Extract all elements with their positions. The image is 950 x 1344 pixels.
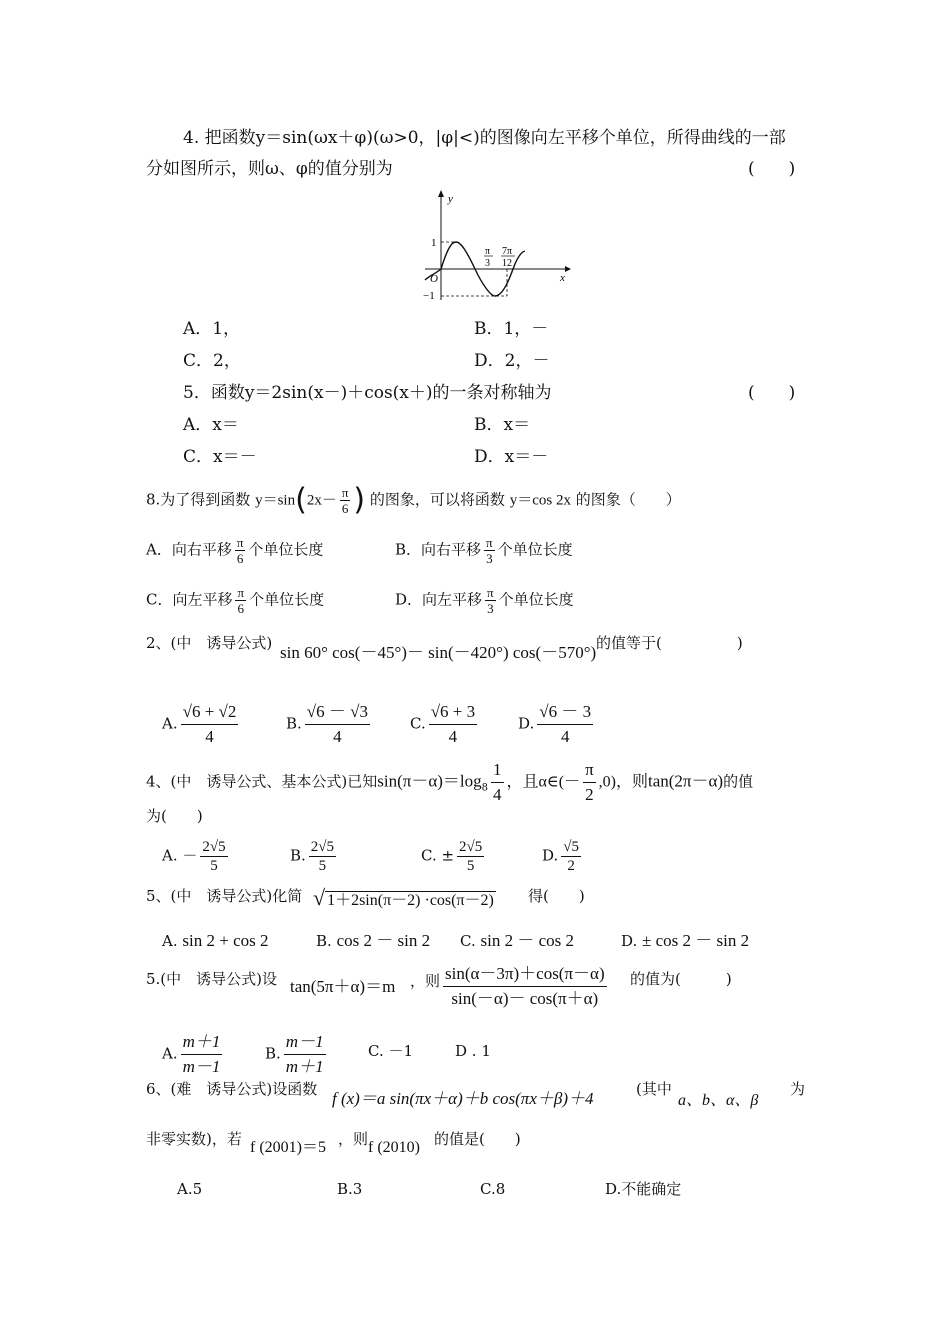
q2-option-c: C. $\frac{√6 + 3}{4}$	[410, 702, 476, 746]
q6-line2-c: 的值是( )	[434, 1130, 521, 1148]
q5b-option-d: D. ± cos 2 － sin 2	[621, 931, 750, 950]
q6-paren-open: (其中	[636, 1080, 672, 1098]
q4a-option-d: D．2，－	[474, 351, 550, 371]
q6-target: f (2010)	[368, 1139, 420, 1156]
q6-line2-b: ，则	[338, 1130, 369, 1148]
q5a-option-a: A．x＝	[183, 415, 239, 435]
q6-wei: 为	[790, 1080, 806, 1098]
q5a-stem: 5．函数y＝2sin(x－)＋cos(x＋)的一条对称轴为	[183, 383, 552, 403]
q6-option-d: D.不能确定	[605, 1180, 682, 1198]
q4a-option-c: C．2，	[183, 351, 241, 371]
q6-option-c: C.8	[480, 1180, 506, 1198]
q2-expression: sin 60° cos(－45°)－ sin(－420°) cos(－570°)	[280, 643, 597, 662]
q2-option-a: A. $\frac{√6 + √2}{4}$	[162, 702, 237, 746]
graph-pi-label: π	[485, 246, 491, 257]
q5b-stem-post: 得( )	[528, 887, 585, 905]
q6-option-b: B.3	[337, 1180, 363, 1198]
q5c-stem-pre: 5.(中 诱导公式)设	[146, 970, 278, 988]
q5c-fraction: $\frac{\sin(\alpha-3\pi)+\cos(\pi-\alpha)}{\sin(-\alpha)- \cos(\pi+\alpha)}$	[445, 964, 605, 1008]
y-arrow-icon	[438, 190, 444, 197]
q4b-option-b: B. $\frac{2√5}{5}$	[290, 839, 335, 874]
q5b-option-c: C. sin 2 － cos 2	[460, 931, 574, 950]
graph-y-label: y	[448, 193, 453, 205]
q2-stem-post: 的值等于( )	[596, 634, 743, 652]
q4b-stem-line2: 为( )	[146, 807, 203, 825]
graph-origin-label: O	[430, 273, 438, 285]
q5c-stem-mid: ，则	[410, 972, 441, 990]
q6-option-a: A.5	[177, 1180, 203, 1198]
q4a-stem-line2: 分如图所示，则ω、φ的值分别为	[146, 159, 393, 179]
q5b-radical: √ 1＋2sin(π－2) ·cos(π－2)	[313, 885, 494, 910]
q5a-answer-paren: ( )	[748, 383, 796, 403]
q5c-option-c: C. －1	[368, 1042, 414, 1060]
q4a-option-b: B．1，－	[474, 319, 549, 339]
x-arrow-icon	[565, 266, 571, 272]
q8-option-a: A．向右平移 $\frac{\pi}{6}$ 个单位长度	[146, 535, 324, 566]
q4a-stem-line1: 4. 把函数y＝sin(ωx＋φ)(ω>0，|φ|<)的图像向左平移个单位，所得曲线的一部	[183, 128, 786, 148]
q4a-option-a: A．1，	[183, 319, 241, 339]
q6-line2-a: 非零实数)，若	[146, 1130, 242, 1148]
q2-option-b: B. $\frac{√6 - √3}{4}$	[286, 702, 368, 746]
q6-stem-pre: 6、(难 诱导公式)设函数	[146, 1080, 318, 1098]
q5c-option-d: D . 1	[455, 1042, 491, 1060]
q4a-answer-paren: ( )	[748, 159, 796, 179]
q8-stem: 8.为了得到函数 y＝sin(2x－ $\frac{\pi}{6}$ ) 的图象，可以将函数 y＝cos 2x 的图象（ ）	[146, 482, 681, 518]
q5a-option-c: C．x＝－	[183, 447, 257, 467]
q2-stem-pre: 2、(中 诱导公式)	[146, 634, 273, 652]
q6-function: f (x)＝a sin(πx＋α)＋b cos(πx＋β)＋4	[332, 1089, 594, 1108]
q5c-option-a: A. $\frac{m+1}{m-1}$	[162, 1032, 221, 1076]
q8-option-d: D．向左平移 $\frac{\pi}{3}$ 个单位长度	[395, 585, 574, 616]
q4a-sine-graph	[415, 188, 575, 308]
q4b-option-a: A. － $\frac{2√5}{5}$	[162, 839, 226, 874]
q5a-option-b: B．x＝	[474, 415, 531, 435]
q8-option-b: B．向右平移 $\frac{\pi}{3}$ 个单位长度	[395, 535, 573, 566]
q5b-option-b: B. cos 2 － sin 2	[316, 931, 431, 950]
q5c-condition: tan(5π＋α)＝m	[290, 977, 396, 996]
q6-condition: f (2001)＝5	[250, 1139, 326, 1156]
q5b-stem-pre: 5、(中 诱导公式)化简	[146, 887, 303, 905]
q4b-option-d: D. $\frac{√5}{2}$	[542, 839, 579, 874]
graph-three-label: 3	[485, 258, 490, 269]
q5a-option-d: D．x＝－	[474, 447, 549, 467]
graph-one-label: 1	[431, 237, 437, 249]
q4b-option-c: C. ± $\frac{2√5}{5}$	[421, 839, 483, 874]
q5c-option-b: B. $\frac{m-1}{m+1}$	[265, 1032, 324, 1076]
q5b-option-a: A. sin 2 + cos 2	[162, 931, 269, 950]
q6-vars: a、b、α、β	[678, 1092, 759, 1109]
graph-x-label: x	[560, 272, 565, 284]
q8-option-c: C．向左平移 $\frac{\pi}{6}$ 个单位长度	[146, 585, 325, 616]
q4b-stem: 4、(中 诱导公式、基本公式)已知$\sin(\pi-\alpha)=\log_8$ $\frac{1}{4}$ ，且α∈(－ $\frac{\pi}{2}$ ,0)，则tan(2π－α)的值	[146, 760, 754, 804]
graph-7pi-label: 7π	[502, 246, 513, 257]
graph-twelve-label: 12	[502, 258, 512, 269]
graph-neg-one-label: −1	[423, 290, 435, 302]
q5c-stem-post: 的值为( )	[630, 970, 732, 988]
q2-option-d: D. $\frac{√6 - 3}{4}$	[518, 702, 592, 746]
